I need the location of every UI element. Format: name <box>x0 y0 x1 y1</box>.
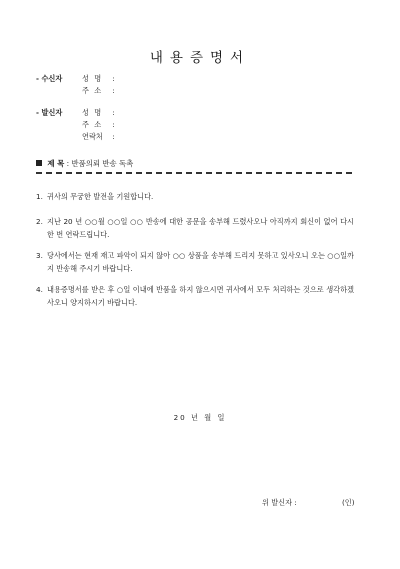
sender-address-label: 주 소 <box>82 120 103 129</box>
recipient-name-colon: : <box>112 74 115 83</box>
item-number: 1. <box>36 192 43 201</box>
list-item <box>36 249 354 275</box>
recipient-address-label: 주 소 <box>82 86 103 95</box>
subject-line <box>36 158 133 169</box>
recipient-heading: - 수신자 <box>36 74 63 83</box>
list-item <box>36 190 354 203</box>
subject-divider <box>36 172 352 174</box>
sender-contact-row <box>82 132 115 142</box>
signature-label: 위 발신자 : <box>262 498 297 507</box>
sender-name-colon: : <box>112 108 115 117</box>
recipient-name-row <box>82 74 115 84</box>
signature-line <box>262 498 355 508</box>
subject-text: 반품의뢰 반송 독촉 <box>71 159 134 168</box>
subject-colon: : <box>66 159 70 168</box>
item-number: 3. <box>36 251 43 260</box>
sender-name-label: 성 명 <box>82 108 103 117</box>
recipient-address-colon: : <box>112 86 115 95</box>
sender-name-row <box>82 108 115 118</box>
sender-address-colon: : <box>112 120 115 129</box>
sender-heading: - 발신자 <box>36 108 63 117</box>
item-text: 지난 20 년 ○○월 ○○일 ○○ 반송에 대한 공문을 송부해 드렸사오나 아직까지 회신이 없어 다시 한 번 연락드립니다. <box>47 217 354 239</box>
list-item <box>36 283 354 309</box>
seal-mark: (인) <box>342 498 355 507</box>
sender-contact-label: 연락처 <box>82 132 103 141</box>
item-number: 4. <box>36 285 43 294</box>
sender-contact-colon: : <box>112 132 115 141</box>
list-item <box>36 215 354 241</box>
item-number: 2. <box>36 217 43 226</box>
subject-label: 제 목 <box>47 159 65 168</box>
item-text: 귀사의 무궁한 발전을 기원합니다. <box>47 192 154 201</box>
sender-address-row <box>82 120 115 130</box>
document-title: 내용증명서 <box>149 50 251 66</box>
item-text: 내용증명서를 받은 후 ○일 이내에 반품을 하지 않으시면 귀사에서 모두 처리하는 것으로 생각하겠사오니 양지하시기 바랍니다. <box>47 285 354 307</box>
recipient-name-label: 성 명 <box>82 74 103 83</box>
subject-marker-icon <box>36 160 42 166</box>
item-text: 당사에서는 현재 재고 파악이 되지 않아 ○○ 상품을 송부해 드리지 못하고 있사오니 오는 ○○일까지 반송해 주시기 바랍니다. <box>47 251 354 273</box>
document-date: 20 년 월 일 <box>173 413 227 422</box>
recipient-address-row <box>82 86 115 96</box>
